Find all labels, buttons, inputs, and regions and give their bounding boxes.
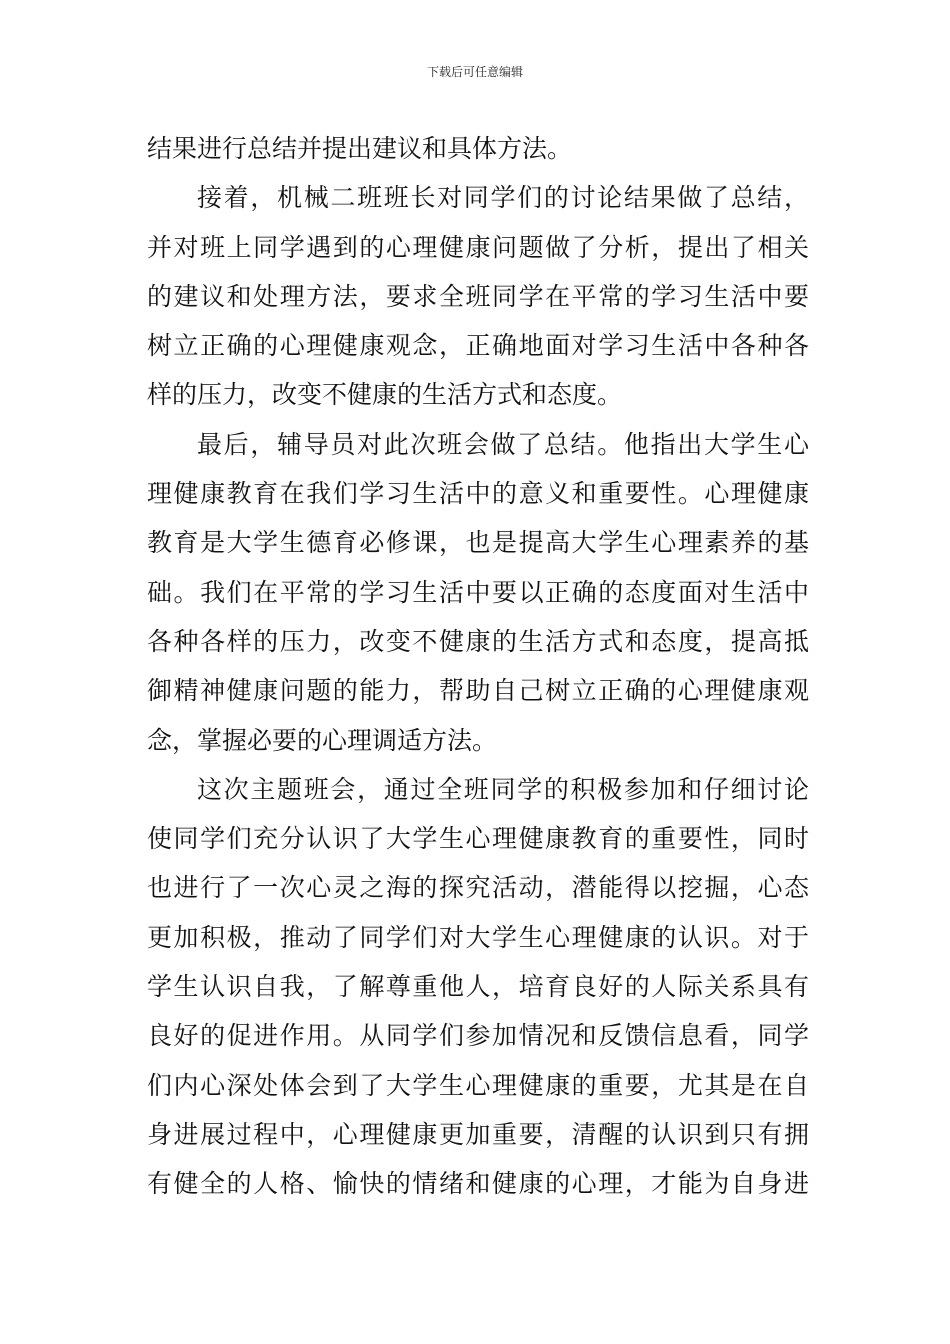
text-line: 更加积极，推动了同学们对大学生心理健康的认识。对于	[147, 922, 809, 952]
text-line: 教育是大学生德育必修课，也是提高大学生心理素养的基	[147, 528, 809, 558]
text-line: 身进展过程中，心理健康更加重要，清醒的认识到只有拥	[147, 1119, 809, 1149]
text-line: 接着，机械二班班长对同学们的讨论结果做了总结，	[197, 183, 809, 213]
text-line: 理健康教育在我们学习生活中的意义和重要性。心理健康	[147, 479, 809, 509]
text-line: 使同学们充分认识了大学生心理健康教育的重要性，同时	[147, 824, 809, 854]
text-line: 并对班上同学遇到的心理健康问题做了分析，提出了相关	[147, 232, 809, 262]
text-line: 结果进行总结并提出建议和具体方法。	[147, 134, 573, 163]
text-line: 的建议和处理方法，要求全班同学在平常的学习生活中要	[147, 281, 809, 311]
text-line: 也进行了一次心灵之海的探究活动，潜能得以挖掘，心态	[147, 873, 809, 903]
page-header: 下载后可任意编辑	[426, 65, 523, 79]
text-line: 最后，辅导员对此次班会做了总结。他指出大学生心	[197, 429, 809, 459]
text-line: 们内心深处体会到了大学生心理健康的重要，尤其是在自	[147, 1070, 809, 1100]
text-line: 样的压力，改变不健康的生活方式和态度。	[147, 380, 623, 410]
text-line: 础。我们在平常的学习生活中要以正确的态度面对生活中	[147, 577, 809, 607]
document-body	[147, 124, 809, 1209]
text-line: 良好的促进作用。从同学们参加情况和反馈信息看，同学	[147, 1021, 809, 1051]
text-line: 这次主题班会，通过全班同学的积极参加和仔细讨论	[197, 774, 809, 804]
text-line: 有健全的人格、愉快的情绪和健康的心理，才能为自身进	[147, 1169, 809, 1199]
text-line: 御精神健康问题的能力，帮助自己树立正确的心理健康观	[147, 676, 809, 706]
text-line: 学生认识自我，了解尊重他人，培育良好的人际关系具有	[147, 972, 809, 1002]
text-line: 树立正确的心理健康观念，正确地面对学习生活中各种各	[147, 331, 809, 361]
text-line: 各种各样的压力，改变不健康的生活方式和态度，提高抵	[147, 626, 809, 656]
text-line: 念，掌握必要的心理调适方法。	[147, 725, 498, 755]
